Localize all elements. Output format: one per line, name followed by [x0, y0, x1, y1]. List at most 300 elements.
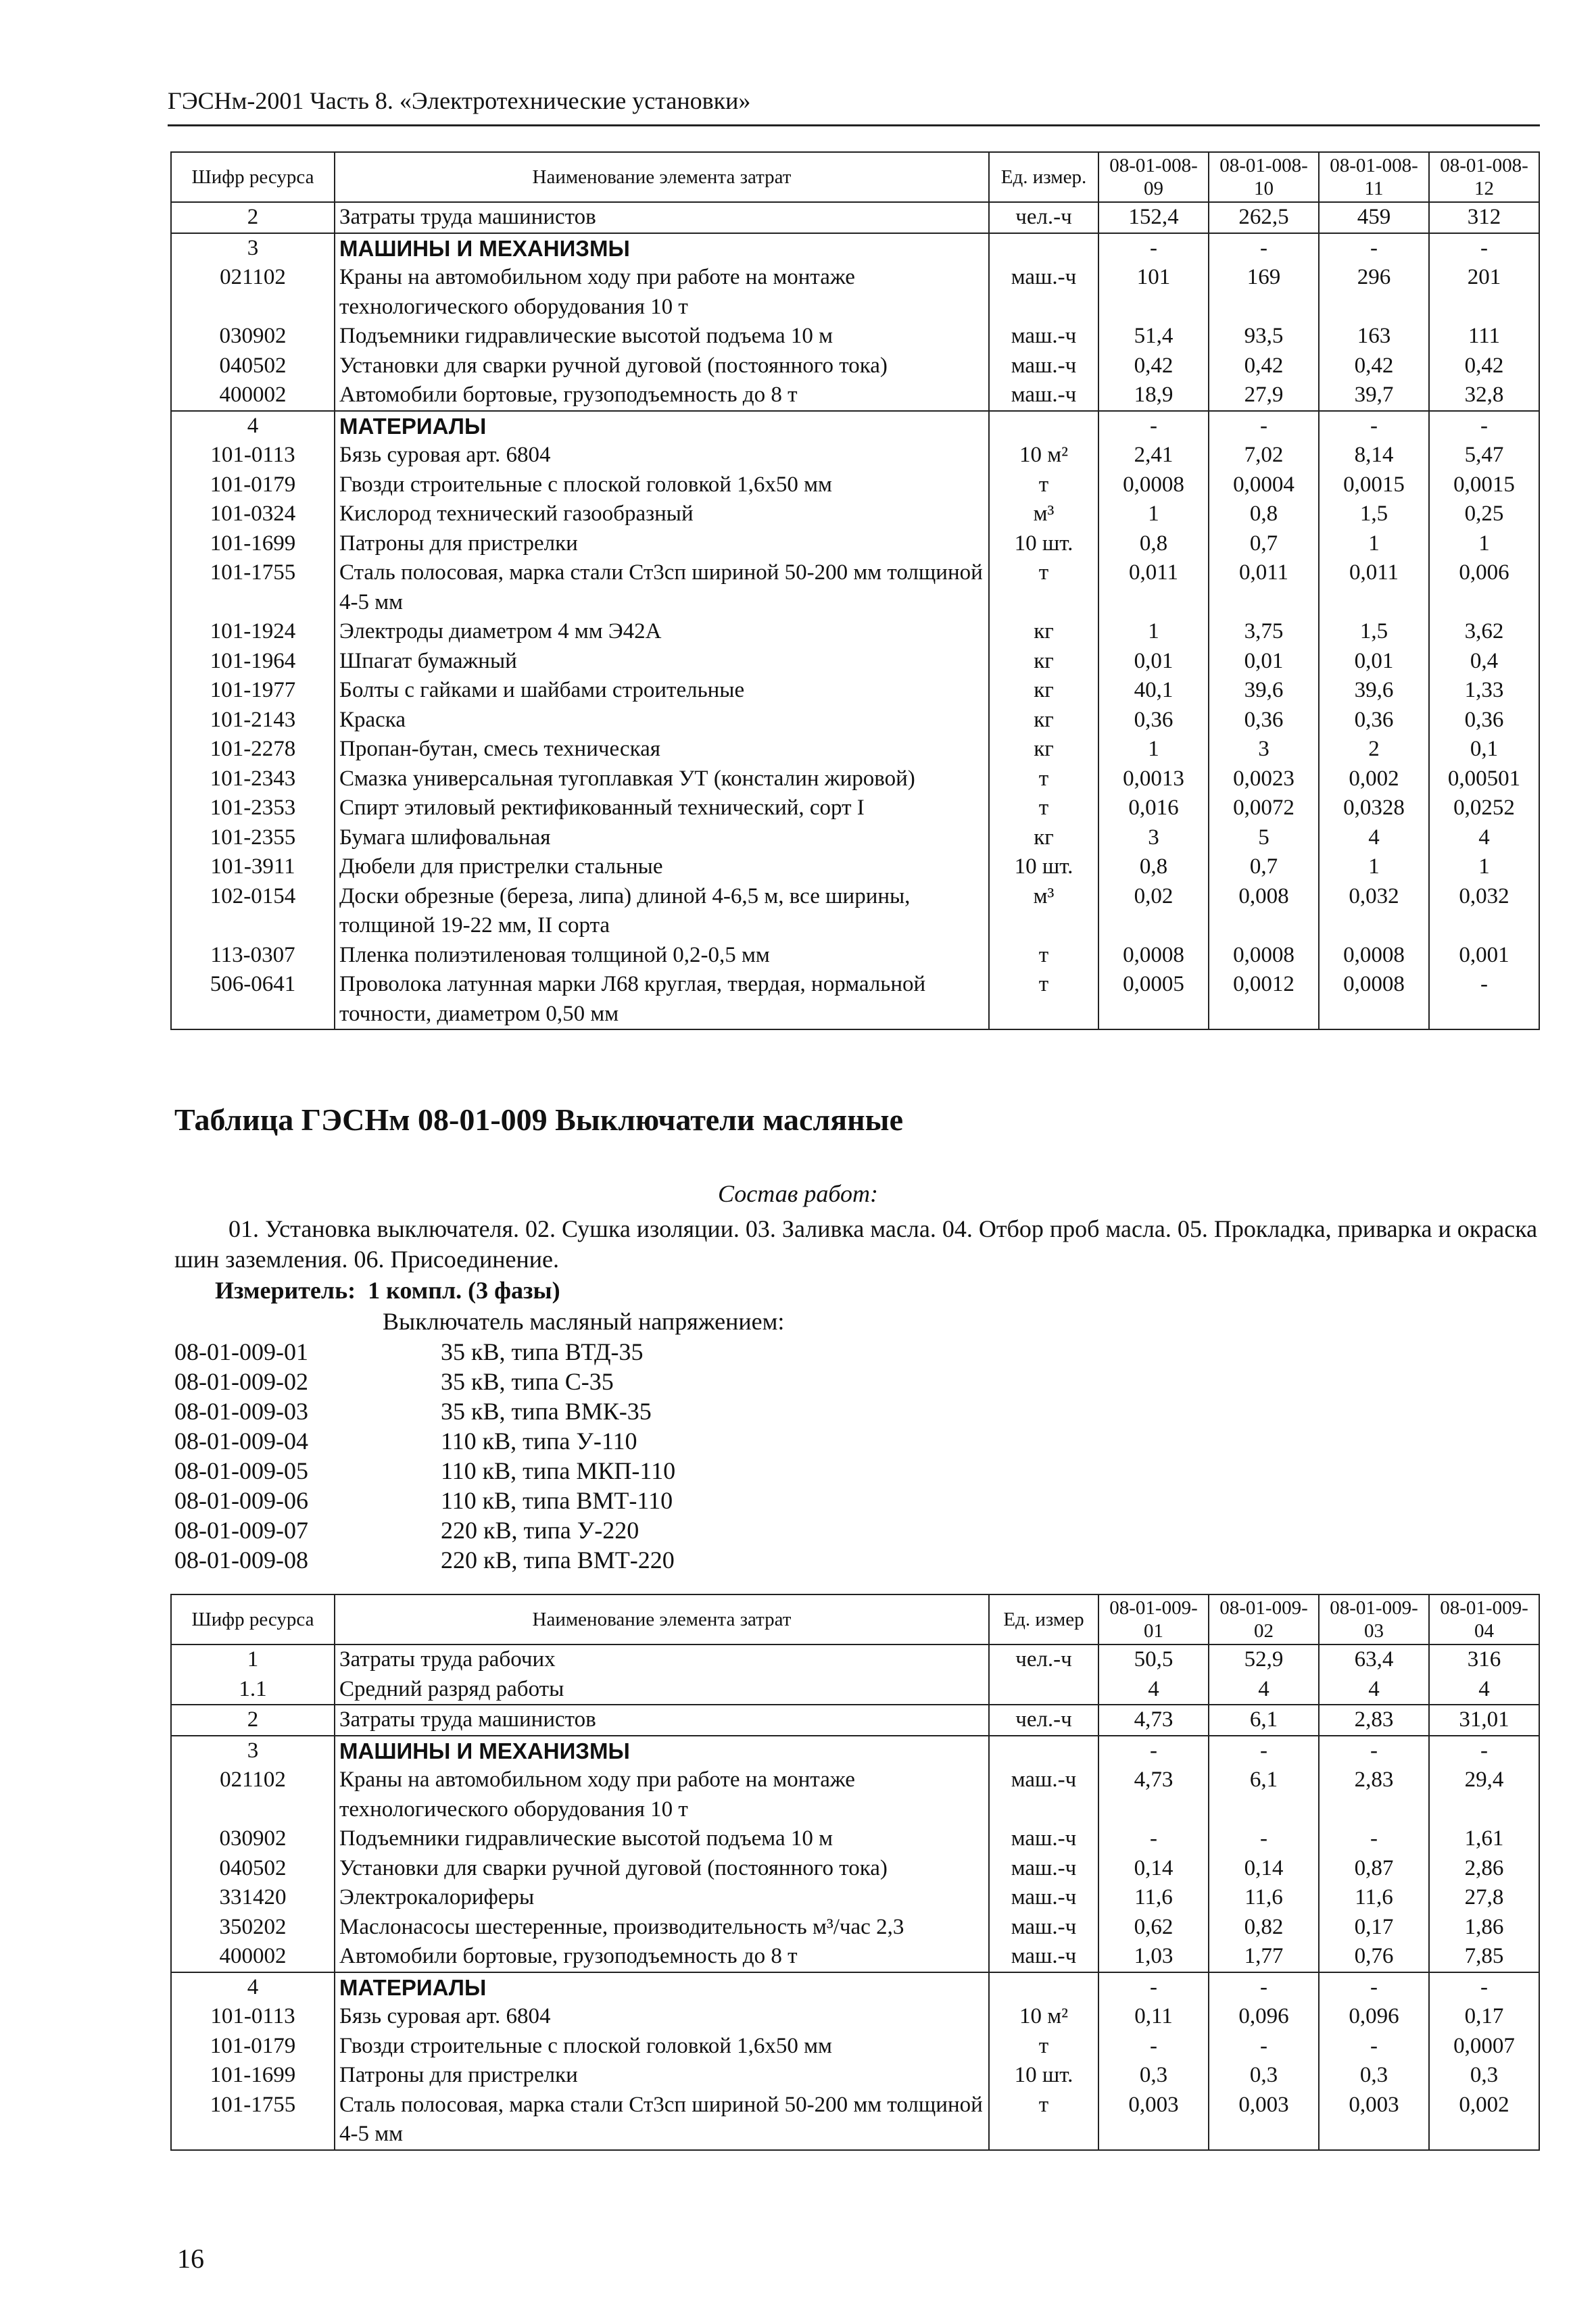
resource-code: 101-1977: [171, 676, 335, 706]
norm-value: 0,001: [1429, 941, 1539, 971]
norm-value: -: [1098, 2032, 1209, 2062]
norm-value: 52,9: [1209, 1644, 1319, 1675]
resource-code: 2: [171, 202, 335, 233]
norm-value: 0,11: [1098, 2002, 1209, 2032]
norm-value: 0,002: [1319, 764, 1429, 794]
resource-code: 1.1: [171, 1675, 335, 1705]
resource-code: 101-1699: [171, 529, 335, 559]
norm-value: 3,62: [1429, 617, 1539, 647]
unit-of-measure: т: [989, 941, 1098, 971]
table-row: [171, 676, 1539, 706]
resource-code: 101-2353: [171, 794, 335, 823]
norm-value: 0,36: [1209, 706, 1319, 735]
cost-element-name: Доски обрезные (береза, липа) длиной 4-6,5 м, все ширины, толщиной 19-22 мм, II сорта: [335, 882, 989, 941]
table-row: [171, 441, 1539, 470]
norm-value: 0,7: [1209, 529, 1319, 559]
norm-value: -: [1319, 1972, 1429, 2003]
norm-value: 0,14: [1209, 1854, 1319, 1884]
norm-value: 0,17: [1429, 2002, 1539, 2032]
norm-value: 4: [1319, 1675, 1429, 1705]
norm-value: 0,096: [1319, 2002, 1429, 2032]
norm-value: 0,002: [1429, 2091, 1539, 2150]
norm-value: -: [1209, 233, 1319, 264]
norm-value: 0,36: [1429, 706, 1539, 735]
unit-of-measure: кг: [989, 823, 1098, 853]
norm-value: 152,4: [1098, 202, 1209, 233]
norm-value: 0,36: [1319, 706, 1429, 735]
resource-code: 101-0179: [171, 470, 335, 500]
norm-value: 6,1: [1209, 1705, 1319, 1736]
norm-value: 2,41: [1098, 441, 1209, 470]
norm-value: 0,42: [1209, 351, 1319, 381]
norm-value: 169: [1209, 263, 1319, 322]
norm-value: 1,61: [1429, 1824, 1539, 1854]
resource-code: 030902: [171, 322, 335, 351]
table-row: [171, 2002, 1539, 2032]
norm-value: 4: [1319, 823, 1429, 853]
table-row: [171, 1644, 1539, 1675]
norm-value: 51,4: [1098, 322, 1209, 351]
norm-value: 1,5: [1319, 499, 1429, 529]
norm-value: -: [1098, 1736, 1209, 1766]
norm-value: 2,86: [1429, 1854, 1539, 1884]
cost-element-name: Пленка полиэтиленовая толщиной 0,2-0,5 мм: [335, 941, 989, 971]
cost-element-name: Пропан-бутан, смесь техническая: [335, 735, 989, 764]
unit-of-measure: чел.-ч: [989, 202, 1098, 233]
meter-label: Измеритель:: [215, 1277, 356, 1304]
unit-of-measure: маш.-ч: [989, 351, 1098, 381]
unit-of-measure: маш.-ч: [989, 1765, 1098, 1824]
norm-value: 0,0252: [1429, 794, 1539, 823]
norm-value: 27,8: [1429, 1883, 1539, 1913]
unit-of-measure: 10 шт.: [989, 529, 1098, 559]
unit-of-measure: маш.-ч: [989, 322, 1098, 351]
table-row: [171, 2061, 1539, 2091]
norm-value: 0,00501: [1429, 764, 1539, 794]
cost-element-name: Гвозди строительные с плоской головкой 1,6х50 мм: [335, 470, 989, 500]
cost-element-name: Подъемники гидравлические высотой подъема 10 м: [335, 322, 989, 351]
table-row: [171, 764, 1539, 794]
resource-code: 021102: [171, 1765, 335, 1824]
norm-value: 32,8: [1429, 381, 1539, 411]
table-row: [171, 499, 1539, 529]
variant-item: [174, 1515, 675, 1545]
norm-value: 1,03: [1098, 1942, 1209, 1972]
norm-value: 0,003: [1209, 2091, 1319, 2150]
cost-element-name: Гвозди строительные с плоской головкой 1,6х50 мм: [335, 2032, 989, 2062]
norm-value: 0,01: [1098, 647, 1209, 677]
norm-value: 5,47: [1429, 441, 1539, 470]
variant-desc: 220 кВ, типа ВМТ-220: [441, 1546, 675, 1574]
norm-value: 0,7: [1209, 852, 1319, 882]
resource-code: 102-0154: [171, 882, 335, 941]
norm-value: 0,8: [1098, 529, 1209, 559]
cost-element-name: Патроны для пристрелки: [335, 529, 989, 559]
header-rule: [168, 124, 1540, 126]
norm-value: 0,25: [1429, 499, 1539, 529]
table-row: [171, 411, 1539, 441]
norm-value: 0,0004: [1209, 470, 1319, 500]
cost-element-name: Электроды диаметром 4 мм Э42А: [335, 617, 989, 647]
table-row: [171, 617, 1539, 647]
norm-value: 101: [1098, 263, 1209, 322]
resource-code: 101-1755: [171, 558, 335, 617]
norm-value: 0,3: [1209, 2061, 1319, 2091]
cost-element-name: МАШИНЫ И МЕХАНИЗМЫ: [335, 233, 989, 264]
norm-value: 0,0008: [1098, 941, 1209, 971]
table-row: [171, 470, 1539, 500]
norm-value: -: [1319, 233, 1429, 264]
norm-value: 39,6: [1319, 676, 1429, 706]
unit-of-measure: маш.-ч: [989, 1824, 1098, 1854]
cost-element-name: Патроны для пристрелки: [335, 2061, 989, 2091]
unit-of-measure: т: [989, 470, 1098, 500]
unit-of-measure: маш.-ч: [989, 381, 1098, 411]
cost-element-name: Шпагат бумажный: [335, 647, 989, 677]
resource-code: 101-1755: [171, 2091, 335, 2150]
norm-value: -: [1098, 411, 1209, 441]
table-row: [171, 794, 1539, 823]
norm-value: 0,008: [1209, 882, 1319, 941]
norm-value: 0,01: [1209, 647, 1319, 677]
norm-value: 1: [1319, 529, 1429, 559]
variant-desc: 110 кВ, типа У-110: [441, 1428, 637, 1455]
unit-of-measure: т: [989, 2032, 1098, 2062]
col-header-unit: Ед. измер.: [989, 152, 1098, 202]
norm-value: 0,011: [1098, 558, 1209, 617]
col-header-code: Шифр ресурса: [171, 152, 335, 202]
cost-element-name: Краска: [335, 706, 989, 735]
norm-value: 0,82: [1209, 1913, 1319, 1943]
variant-desc: 35 кВ, типа ВТД-35: [441, 1338, 644, 1365]
norm-value: 2,83: [1319, 1765, 1429, 1824]
unit-of-measure: м³: [989, 499, 1098, 529]
norm-value: 0,0008: [1319, 970, 1429, 1029]
table-row: [171, 1883, 1539, 1913]
norm-value: 0,4: [1429, 647, 1539, 677]
cost-element-name: Бязь суровая арт. 6804: [335, 441, 989, 470]
cost-element-name: Затраты труда рабочих: [335, 1644, 989, 1675]
cost-element-name: Электрокалориферы: [335, 1883, 989, 1913]
cost-element-name: Автомобили бортовые, грузоподъемность до 8 т: [335, 1942, 989, 1972]
norm-value: 11,6: [1319, 1883, 1429, 1913]
cost-element-name: Краны на автомобильном ходу при работе на монтаже технологического оборудования 10 т: [335, 1765, 989, 1824]
norm-value: 50,5: [1098, 1644, 1209, 1675]
norm-value: 93,5: [1209, 322, 1319, 351]
norm-value: 0,42: [1429, 351, 1539, 381]
cost-element-name: Сталь полосовая, марка стали Ст3сп шириной 50-200 мм толщиной 4-5 мм: [335, 558, 989, 617]
resource-table-2: [170, 1594, 1540, 2151]
resource-code: 101-0113: [171, 2002, 335, 2032]
col-header-variant: 08-01-009-02: [1209, 1594, 1319, 1644]
cost-element-name: Болты с гайками и шайбами строительные: [335, 676, 989, 706]
table-row: [171, 1675, 1539, 1705]
variant-item: [174, 1367, 675, 1396]
cost-element-name: Сталь полосовая, марка стали Ст3сп шириной 50-200 мм толщиной 4-5 мм: [335, 2091, 989, 2150]
norm-value: 31,01: [1429, 1705, 1539, 1736]
resource-code: 101-0324: [171, 499, 335, 529]
norm-value: 1,5: [1319, 617, 1429, 647]
cost-element-name: Установки для сварки ручной дуговой (постоянного тока): [335, 1854, 989, 1884]
resource-code: 101-2343: [171, 764, 335, 794]
unit-of-measure: чел.-ч: [989, 1705, 1098, 1736]
norm-value: 0,032: [1429, 882, 1539, 941]
table-row: [171, 529, 1539, 559]
variant-desc: 110 кВ, типа ВМТ-110: [441, 1487, 673, 1514]
unit-of-measure: 10 м²: [989, 2002, 1098, 2032]
norm-value: 1: [1319, 852, 1429, 882]
unit-of-measure: [989, 1972, 1098, 2003]
norm-value: -: [1429, 233, 1539, 264]
norm-value: 8,14: [1319, 441, 1429, 470]
norm-value: 0,3: [1098, 2061, 1209, 2091]
norm-value: 5: [1209, 823, 1319, 853]
resource-code: 101-1699: [171, 2061, 335, 2091]
resource-code: 030902: [171, 1824, 335, 1854]
col-header-variant: 08-01-008-12: [1429, 152, 1539, 202]
norm-value: 11,6: [1209, 1883, 1319, 1913]
unit-of-measure: 10 м²: [989, 441, 1098, 470]
resource-code: 040502: [171, 1854, 335, 1884]
table-row: [171, 233, 1539, 264]
norm-value: -: [1209, 1972, 1319, 2003]
unit-of-measure: т: [989, 970, 1098, 1029]
norm-value: 0,76: [1319, 1942, 1429, 1972]
table-row: [171, 882, 1539, 941]
table-row: [171, 1824, 1539, 1854]
table-row: [171, 1765, 1539, 1824]
cost-element-name: Затраты труда машинистов: [335, 1705, 989, 1736]
norm-value: -: [1319, 411, 1429, 441]
resource-code: 101-0179: [171, 2032, 335, 2062]
unit-of-measure: маш.-ч: [989, 1854, 1098, 1884]
table-body: [171, 1644, 1539, 2150]
norm-value: 0,0008: [1098, 470, 1209, 500]
norm-value: 4: [1209, 1675, 1319, 1705]
table-row: [171, 263, 1539, 322]
resource-code: 101-1924: [171, 617, 335, 647]
variant-item: [174, 1426, 675, 1456]
unit-of-measure: 10 шт.: [989, 2061, 1098, 2091]
table-row: [171, 2032, 1539, 2062]
cost-element-name: Средний разряд работы: [335, 1675, 989, 1705]
norm-value: 0,8: [1098, 852, 1209, 882]
unit-of-measure: маш.-ч: [989, 1913, 1098, 1943]
norm-value: -: [1098, 1972, 1209, 2003]
unit-of-measure: маш.-ч: [989, 1883, 1098, 1913]
variant-item: [174, 1545, 675, 1575]
table-row: [171, 1705, 1539, 1736]
norm-value: 0,01: [1319, 647, 1429, 677]
col-header-variant: 08-01-009-01: [1098, 1594, 1209, 1644]
col-header-variant: 08-01-008-10: [1209, 152, 1319, 202]
cost-element-name: МАТЕРИАЛЫ: [335, 1972, 989, 2003]
norm-value: 18,9: [1098, 381, 1209, 411]
norm-value: 3: [1209, 735, 1319, 764]
cost-element-name: Установки для сварки ручной дуговой (постоянного тока): [335, 351, 989, 381]
norm-value: 0,0328: [1319, 794, 1429, 823]
table-row: [171, 852, 1539, 882]
table-row: [171, 1736, 1539, 1766]
table-title: Таблица ГЭСНм 08-01-009 Выключатели масляные: [174, 1102, 903, 1137]
variant-code: 08-01-009-02: [174, 1368, 308, 1395]
unit-of-measure: чел.-ч: [989, 1644, 1098, 1675]
norm-value: 0,032: [1319, 882, 1429, 941]
table-row: [171, 1942, 1539, 1972]
unit-of-measure: [989, 233, 1098, 264]
norm-value: 1,77: [1209, 1942, 1319, 1972]
resource-code: 101-2278: [171, 735, 335, 764]
col-header-name: Наименование элемента затрат: [335, 152, 989, 202]
unit-of-measure: 10 шт.: [989, 852, 1098, 882]
meter-value: 1 компл. (3 фазы): [368, 1277, 560, 1304]
works-heading: Состав работ:: [718, 1180, 878, 1207]
norm-value: 1: [1429, 529, 1539, 559]
norm-value: -: [1319, 2032, 1429, 2062]
cost-element-name: Проволока латунная марки Л68 круглая, твердая, нормальной точности, диаметром 0,50 мм: [335, 970, 989, 1029]
norm-value: 39,7: [1319, 381, 1429, 411]
variant-code: 08-01-009-04: [174, 1428, 308, 1455]
norm-value: 7,85: [1429, 1942, 1539, 1972]
norm-value: 0,011: [1319, 558, 1429, 617]
variant-item: [174, 1486, 675, 1515]
norm-value: 2: [1319, 735, 1429, 764]
unit-of-measure: кг: [989, 706, 1098, 735]
norm-value: 312: [1429, 202, 1539, 233]
resource-code: 400002: [171, 1942, 335, 1972]
page-number: 16: [177, 2243, 204, 2274]
variant-code: 08-01-009-06: [174, 1487, 308, 1514]
cost-element-name: МАТЕРИАЛЫ: [335, 411, 989, 441]
variant-code: 08-01-009-05: [174, 1457, 308, 1484]
col-header-name: Наименование элемента затрат: [335, 1594, 989, 1644]
norm-value: 0,0072: [1209, 794, 1319, 823]
resource-code: 101-1964: [171, 647, 335, 677]
norm-value: 0,006: [1429, 558, 1539, 617]
cost-element-name: Смазка универсальная тугоплавкая УТ (консталин жировой): [335, 764, 989, 794]
col-header-variant: 08-01-008-11: [1319, 152, 1429, 202]
unit-of-measure: т: [989, 558, 1098, 617]
norm-value: 0,1: [1429, 735, 1539, 764]
norm-value: 0,14: [1098, 1854, 1209, 1884]
unit-of-measure: [989, 1675, 1098, 1705]
col-header-variant: 08-01-008-09: [1098, 152, 1209, 202]
table-row: [171, 735, 1539, 764]
norm-value: 0,016: [1098, 794, 1209, 823]
norm-value: 1,86: [1429, 1913, 1539, 1943]
resource-code: 2: [171, 1705, 335, 1736]
unit-of-measure: т: [989, 794, 1098, 823]
cost-element-name: Автомобили бортовые, грузоподъемность до 8 т: [335, 381, 989, 411]
norm-value: 0,0005: [1098, 970, 1209, 1029]
unit-of-measure: кг: [989, 647, 1098, 677]
table-row: [171, 2091, 1539, 2150]
norm-value: 0,0008: [1319, 941, 1429, 971]
unit-of-measure: [989, 411, 1098, 441]
resource-code: 1: [171, 1644, 335, 1675]
unit-of-measure: кг: [989, 617, 1098, 647]
unit-of-measure: т: [989, 764, 1098, 794]
voltage-heading: Выключатель масляный напряжением:: [383, 1308, 785, 1335]
norm-value: 4: [1098, 1675, 1209, 1705]
norm-value: 316: [1429, 1644, 1539, 1675]
norm-value: 40,1: [1098, 676, 1209, 706]
resource-code: 021102: [171, 263, 335, 322]
norm-value: 296: [1319, 263, 1429, 322]
norm-value: 0,096: [1209, 2002, 1319, 2032]
norm-value: 6,1: [1209, 1765, 1319, 1824]
norm-value: 0,87: [1319, 1854, 1429, 1884]
table-row: [171, 558, 1539, 617]
norm-value: 3,75: [1209, 617, 1319, 647]
resource-code: 4: [171, 411, 335, 441]
unit-of-measure: маш.-ч: [989, 1942, 1098, 1972]
norm-value: 0,0015: [1319, 470, 1429, 500]
variant-item: [174, 1456, 675, 1486]
resource-code: 506-0641: [171, 970, 335, 1029]
norm-value: 111: [1429, 322, 1539, 351]
resource-table-1: [170, 151, 1540, 1030]
norm-value: -: [1429, 1972, 1539, 2003]
unit-of-measure: маш.-ч: [989, 263, 1098, 322]
norm-value: 1,33: [1429, 676, 1539, 706]
norm-value: 4,73: [1098, 1705, 1209, 1736]
unit-of-measure: т: [989, 2091, 1098, 2150]
norm-value: 4: [1429, 1675, 1539, 1705]
resource-code: 3: [171, 233, 335, 264]
table-row: [171, 706, 1539, 735]
norm-value: 0,0015: [1429, 470, 1539, 500]
norm-value: 1: [1429, 852, 1539, 882]
cost-element-name: Дюбели для пристрелки стальные: [335, 852, 989, 882]
norm-value: -: [1319, 1824, 1429, 1854]
norm-value: 7,02: [1209, 441, 1319, 470]
resource-code: 113-0307: [171, 941, 335, 971]
table-row: [171, 1972, 1539, 2003]
resource-code: 040502: [171, 351, 335, 381]
variant-item: [174, 1337, 675, 1367]
variant-item: [174, 1396, 675, 1426]
resource-code: 350202: [171, 1913, 335, 1943]
norm-value: 1: [1098, 499, 1209, 529]
norm-value: -: [1209, 2032, 1319, 2062]
norm-value: 29,4: [1429, 1765, 1539, 1824]
norm-value: -: [1098, 233, 1209, 264]
meter-line: [215, 1276, 560, 1305]
norm-value: 0,011: [1209, 558, 1319, 617]
resource-code: 4: [171, 1972, 335, 2003]
table-row: [171, 1913, 1539, 1943]
norm-value: 459: [1319, 202, 1429, 233]
variant-desc: 220 кВ, типа У-220: [441, 1517, 639, 1544]
norm-value: 0,42: [1319, 351, 1429, 381]
variant-desc: 35 кВ, типа ВМК-35: [441, 1398, 652, 1425]
resource-code: 101-3911: [171, 852, 335, 882]
table-row: [171, 202, 1539, 233]
cost-element-name: Краны на автомобильном ходу при работе на монтаже технологического оборудования 10 т: [335, 263, 989, 322]
norm-value: 0,0013: [1098, 764, 1209, 794]
norm-value: -: [1209, 411, 1319, 441]
variant-code: 08-01-009-03: [174, 1398, 308, 1425]
norm-value: 39,6: [1209, 676, 1319, 706]
cost-element-name: Затраты труда машинистов: [335, 202, 989, 233]
resource-code: 101-2143: [171, 706, 335, 735]
norm-value: 0,0008: [1209, 941, 1319, 971]
norm-value: 63,4: [1319, 1644, 1429, 1675]
table-row: [171, 322, 1539, 351]
norm-value: 0,42: [1098, 351, 1209, 381]
resource-code: 400002: [171, 381, 335, 411]
